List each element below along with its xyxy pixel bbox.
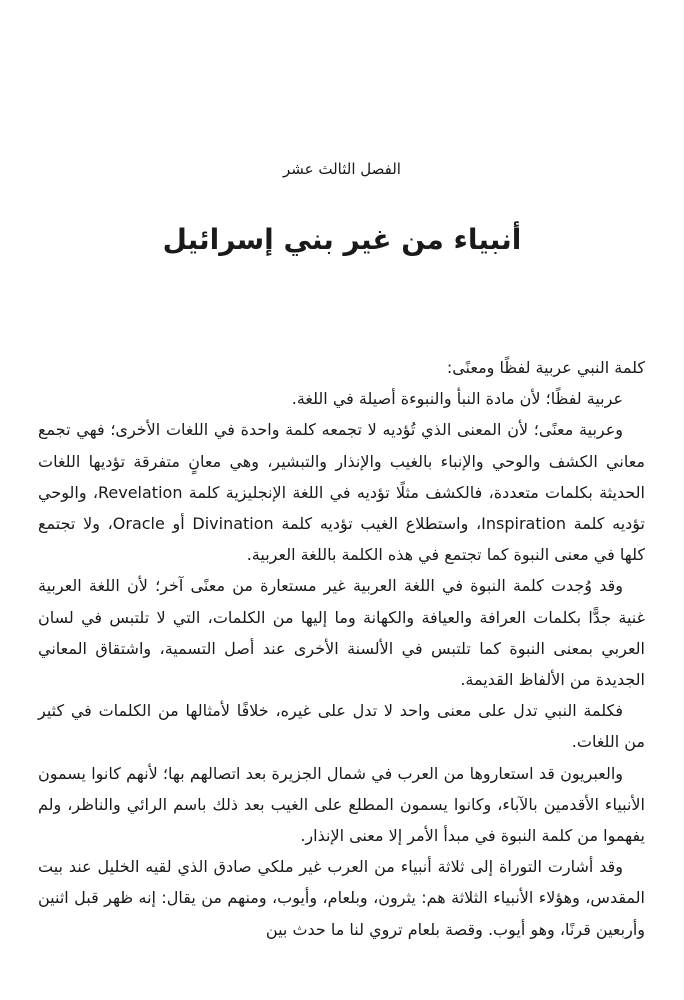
paragraph: عربية لفظًا؛ لأن مادة النبأ والنبوءة أصيلة في اللغة.	[291, 389, 623, 409]
paragraph: كلمة النبي عربية لفظًا ومعنًى:	[446, 358, 645, 377]
paragraph: والعبريون قد استعاروها من العرب في شمال الجزيرة بعد اتصالهم بها؛ لأنهم كانوا يسمون الأنبياء الأقدمين بالآباء، وكانوا يسمون المطلع على الغيب بعد ذلك باسم الرائي والناظر، ولم يفهموا من كلمة النبوة في مبدأ الأمر إلا معنى الإنذار.	[38, 763, 645, 846]
chapter-title: أنبياء من غير بني إسرائيل	[162, 223, 522, 256]
paragraph: وقد أشارت التوراة إلى ثلاثة أنبياء من العرب غير ملكي صادق الذي لقيه الخليل عند بيت المقدس، وهؤلاء الأنبياء الثلاثة هم: يثرون، وبلعام، وأيوب، ومنهم من يقال: إنه ظهر قبل اثنين وأربعين قرنًا، وهو أيوب. وقصة بلعام تروي لنا ما حدث بين	[38, 857, 645, 939]
paragraph: وقد وُجدت كلمة النبوة في اللغة العربية غير مستعارة من معنًى آخر؛ لأن اللغة العربية غنية جدًّا بكلمات العرافة والعيافة والكهانة وما إليها من الكلمات، التي لا تلتبس في لسان العربي بمعنى النبوة كما تلتبس في الألسنة الأخرى عند أصل التسمية، واشتقاق المعاني الجديدة من الألفاظ القديمة.	[38, 576, 645, 690]
body-text	[38, 352, 645, 945]
paragraph: فكلمة النبي تدل على معنى واحد لا تدل على غيره، خلافًا لأمثالها من الكلمات في كثير من اللغات.	[38, 701, 645, 752]
chapter-label: الفصل الثالث عشر	[283, 160, 401, 178]
paragraph: وعربية معنًى؛ لأن المعنى الذي تُؤديه لا تجمعه كلمة واحدة في اللغات الأخرى؛ فهي تجمع معاني الكشف والوحي والإنباء بالغيب والإنذار والتبشير، وهي معانٍ متفرقة تؤديها اللغات الحديثة بكلمات متعددة، فالكشف مثلًا تؤديه في اللغة الإنجليزية كلمة Revelation، والوحي تؤديه كلمة Inspiration، واستطلاع الغيب تؤديه كلمة Divination أو Oracle، ولا تجتمع كلها في معنى النبوة كما تجتمع في هذه الكلمة باللغة العربية.	[38, 420, 646, 565]
